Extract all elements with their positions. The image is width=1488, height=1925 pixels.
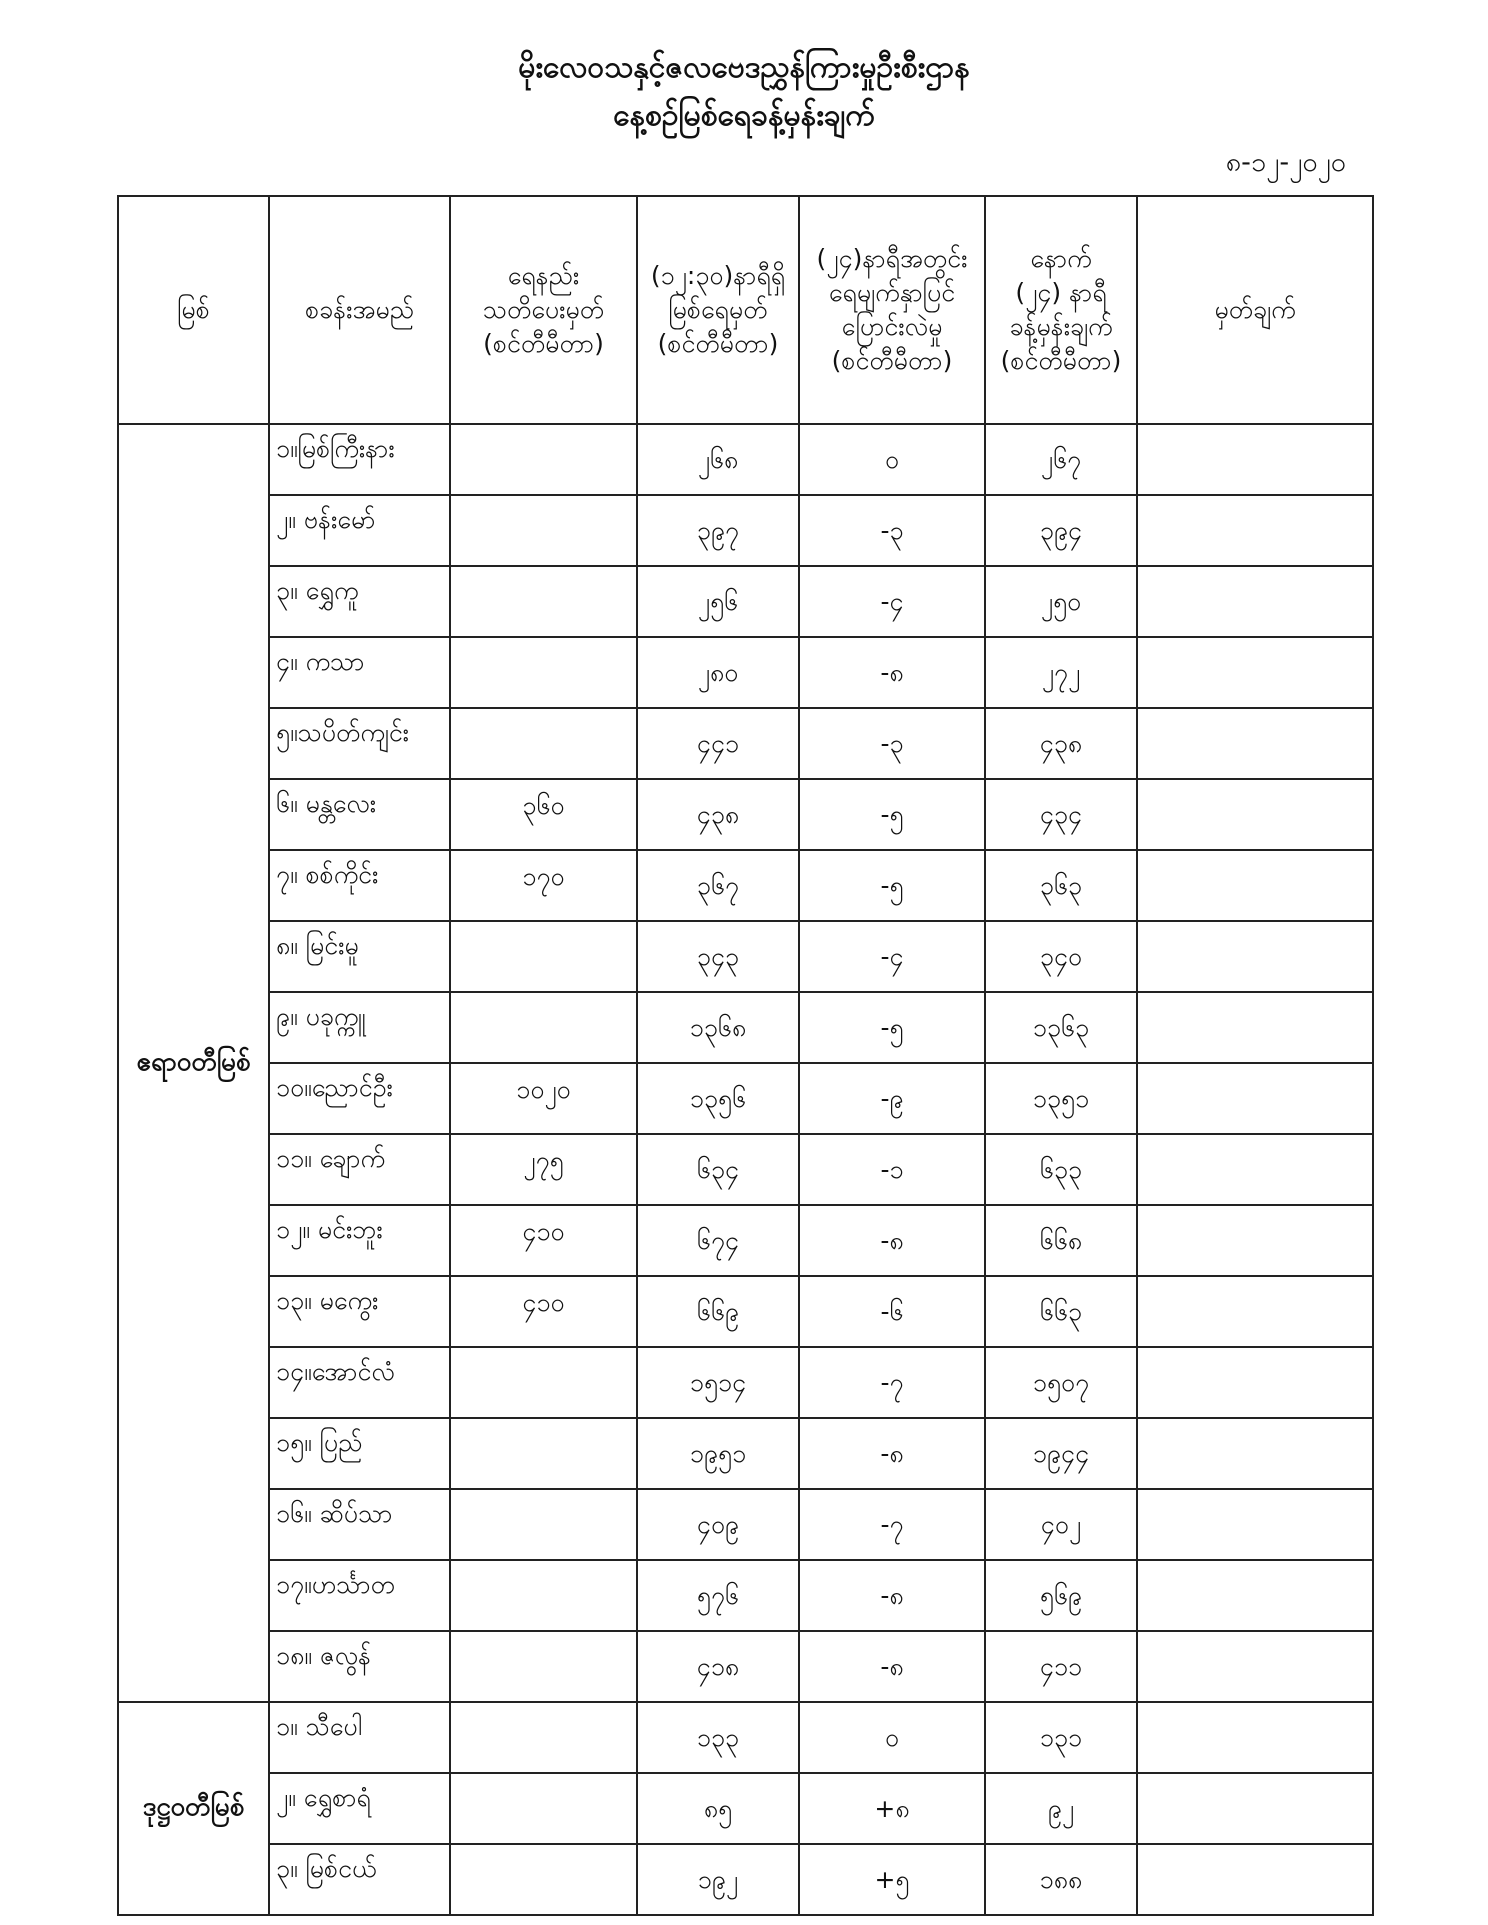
danger-level-cell — [450, 1560, 637, 1631]
column-header-line: (၁၂:၃၀)နာရီရှိ — [650, 261, 786, 290]
table-row — [118, 1276, 1373, 1347]
change-cell: -၁ — [799, 1134, 985, 1205]
column-header-change — [799, 196, 985, 424]
station-name: ၃။ ရွှေကူ — [269, 566, 450, 637]
column-header-line: သတိပေးမှတ် — [482, 295, 605, 324]
station-name: ၉။ ပခုက္ကူ — [269, 992, 450, 1063]
table-body — [118, 424, 1373, 1915]
forecast-cell: ၃၉၄ — [985, 495, 1137, 566]
table-row — [118, 566, 1373, 637]
forecast-cell: ၄၃၄ — [985, 779, 1137, 850]
change-cell: +၅ — [799, 1844, 985, 1915]
column-header-line: (စင်တီမီတာ) — [657, 329, 779, 358]
forecast-cell: ၆၆၃ — [985, 1276, 1137, 1347]
danger-level-cell: ၁၀၂၀ — [450, 1063, 637, 1134]
danger-level-cell — [450, 921, 637, 992]
change-cell: ၀ — [799, 424, 985, 495]
danger-level-cell: ၂၇၅ — [450, 1134, 637, 1205]
column-header-station — [269, 196, 450, 424]
danger-level-cell: ၄၁၀ — [450, 1276, 637, 1347]
danger-level-cell: ၃၆၀ — [450, 779, 637, 850]
page-title: မိုးလေဝသနှင့်ဇလဗေဒညွှန်ကြားမှုဦးစီးဌာန — [518, 50, 970, 85]
forecast-cell: ၅၆၉ — [985, 1560, 1137, 1631]
table-row — [118, 1773, 1373, 1844]
change-cell: -၈ — [799, 637, 985, 708]
table-row — [118, 1347, 1373, 1418]
remark-cell — [1137, 1134, 1373, 1205]
table-row — [118, 1063, 1373, 1134]
station-name: ၁။ သီပေါ — [269, 1702, 450, 1773]
forecast-cell: ၆၆၈ — [985, 1205, 1137, 1276]
station-name: ၈။ မြင်းမူ — [269, 921, 450, 992]
column-header-line: (စင်တီမီတာ) — [831, 346, 953, 375]
remark-cell — [1137, 1631, 1373, 1702]
change-cell: -၇ — [799, 1347, 985, 1418]
column-header-line: (စင်တီမီတာ) — [483, 329, 604, 358]
table-row — [118, 1631, 1373, 1702]
danger-level-cell: ၄၁၀ — [450, 1205, 637, 1276]
station-name: ၁၆။ ဆိပ်သာ — [269, 1489, 450, 1560]
danger-level-cell — [450, 1844, 637, 1915]
water-level-cell: ၁၉၂ — [637, 1844, 799, 1915]
change-cell: -၅ — [799, 992, 985, 1063]
change-cell: +၈ — [799, 1773, 985, 1844]
station-name: ၁၂။ မင်းဘူး — [269, 1205, 450, 1276]
change-cell: -၅ — [799, 779, 985, 850]
change-cell: -၆ — [799, 1276, 985, 1347]
station-name: ၃။ မြစ်ငယ် — [269, 1844, 450, 1915]
water-level-cell: ၁၃၃ — [637, 1702, 799, 1773]
table-row — [118, 1134, 1373, 1205]
water-level-cell: ၆၇၄ — [637, 1205, 799, 1276]
forecast-cell: ၂၅၀ — [985, 566, 1137, 637]
column-header-line: ပြောင်းလဲမှု — [841, 312, 943, 341]
column-header-line: (၂၄)နာရီအတွင်း — [816, 244, 968, 273]
change-cell: -၇ — [799, 1489, 985, 1560]
column-header-remark — [1137, 196, 1373, 424]
water-level-cell: ၄၁၈ — [637, 1631, 799, 1702]
column-header-line: (စင်တီမီတာ) — [1000, 346, 1122, 375]
remark-cell — [1137, 1276, 1373, 1347]
danger-level-cell: ၁၇၀ — [450, 850, 637, 921]
remark-cell — [1137, 1844, 1373, 1915]
table-row — [118, 708, 1373, 779]
page-subtitle: နေ့စဉ်မြစ်ရေခန့်မှန်းချက် — [613, 98, 875, 133]
remark-cell — [1137, 708, 1373, 779]
remark-cell — [1137, 1489, 1373, 1560]
column-header-line: နောက် — [1030, 244, 1092, 273]
column-header-forecast — [985, 196, 1137, 424]
table-row — [118, 637, 1373, 708]
remark-cell — [1137, 424, 1373, 495]
remark-cell — [1137, 1773, 1373, 1844]
forecast-cell: ၄၀၂ — [985, 1489, 1137, 1560]
station-name: ၅။သပိတ်ကျင်း — [269, 708, 450, 779]
water-level-cell: ၂၆၈ — [637, 424, 799, 495]
water-level-cell: ၃၉၇ — [637, 495, 799, 566]
station-name: ၂။ ရွှေစာရံ — [269, 1773, 450, 1844]
river-level-table — [117, 195, 1374, 1916]
station-name: ၂။ ဗန်းမော် — [269, 495, 450, 566]
danger-level-cell — [450, 1702, 637, 1773]
station-name: ၁၃။ မကွေး — [269, 1276, 450, 1347]
station-name: ၇။ စစ်ကိုင်း — [269, 850, 450, 921]
water-level-cell: ၂၅၆ — [637, 566, 799, 637]
forecast-cell: ၉၂ — [985, 1773, 1137, 1844]
river-name: ဒုဋ္ဌဝတီမြစ် — [118, 1702, 269, 1915]
report-date: ၈-၁၂-၂၀၂၀ — [1225, 147, 1346, 178]
station-name: ၁၁။ ချောက် — [269, 1134, 450, 1205]
remark-cell — [1137, 1205, 1373, 1276]
change-cell: -၄ — [799, 566, 985, 637]
forecast-cell: ၁၃၁ — [985, 1702, 1137, 1773]
danger-level-cell — [450, 1489, 637, 1560]
table-row — [118, 1418, 1373, 1489]
water-level-cell: ၄၃၈ — [637, 779, 799, 850]
forecast-cell: ၁၈၈ — [985, 1844, 1137, 1915]
water-level-cell: ၁၃၆၈ — [637, 992, 799, 1063]
forecast-cell: ၃၆၃ — [985, 850, 1137, 921]
table-row — [118, 921, 1373, 992]
table-header — [118, 196, 1373, 424]
danger-level-cell — [450, 566, 637, 637]
column-header-river — [118, 196, 269, 424]
water-level-cell: ၃၄၃ — [637, 921, 799, 992]
column-header-level — [637, 196, 799, 424]
remark-cell — [1137, 1347, 1373, 1418]
station-name: ၆။ မန္တလေး — [269, 779, 450, 850]
remark-cell — [1137, 992, 1373, 1063]
danger-level-cell — [450, 637, 637, 708]
table-row — [118, 1205, 1373, 1276]
water-level-cell: ၃၆၇ — [637, 850, 799, 921]
danger-level-cell — [450, 708, 637, 779]
danger-level-cell — [450, 992, 637, 1063]
change-cell: -၄ — [799, 921, 985, 992]
remark-cell — [1137, 1702, 1373, 1773]
water-level-cell: ၄၄၁ — [637, 708, 799, 779]
change-cell: -၃ — [799, 495, 985, 566]
station-name: ၁။မြစ်ကြီးနား — [269, 424, 450, 495]
forecast-cell: ၄၃၈ — [985, 708, 1137, 779]
water-level-cell: ၅၇၆ — [637, 1560, 799, 1631]
water-level-cell: ၆၆၉ — [637, 1276, 799, 1347]
danger-level-cell — [450, 1773, 637, 1844]
table-row — [118, 1844, 1373, 1915]
column-header-danger — [450, 196, 637, 424]
remark-cell — [1137, 779, 1373, 850]
change-cell: -၅ — [799, 850, 985, 921]
danger-level-cell — [450, 424, 637, 495]
forecast-cell: ၁၃၆၃ — [985, 992, 1137, 1063]
column-header-line: ရေနည်း — [507, 261, 580, 290]
table-row — [118, 1702, 1373, 1773]
forecast-cell: ၄၁၁ — [985, 1631, 1137, 1702]
station-name: ၁၅။ ပြည် — [269, 1418, 450, 1489]
station-name: ၁၄။အောင်လံ — [269, 1347, 450, 1418]
water-level-cell: ၁၅၁၄ — [637, 1347, 799, 1418]
water-level-cell: ၆၃၄ — [637, 1134, 799, 1205]
remark-cell — [1137, 1063, 1373, 1134]
change-cell: -၃ — [799, 708, 985, 779]
table-row — [118, 1489, 1373, 1560]
water-level-cell: ၄၀၉ — [637, 1489, 799, 1560]
column-header-line: (၂၄) နာရီ — [1015, 278, 1107, 307]
remark-cell — [1137, 1560, 1373, 1631]
station-name: ၄။ ကသာ — [269, 637, 450, 708]
table-row — [118, 424, 1373, 495]
danger-level-cell — [450, 1418, 637, 1489]
water-level-cell: ၂၈၀ — [637, 637, 799, 708]
forecast-cell: ၁၃၅၁ — [985, 1063, 1137, 1134]
change-cell: -၉ — [799, 1063, 985, 1134]
forecast-cell: ၂၇၂ — [985, 637, 1137, 708]
column-header-line: ရေမျက်နှာပြင် — [828, 278, 956, 307]
remark-cell — [1137, 566, 1373, 637]
station-name: ၁၀။ညောင်ဦး — [269, 1063, 450, 1134]
river-name: ဧရာဝတီမြစ် — [118, 424, 269, 1702]
change-cell: -၈ — [799, 1205, 985, 1276]
table-row — [118, 992, 1373, 1063]
forecast-cell: ၆၃၃ — [985, 1134, 1137, 1205]
table-row — [118, 495, 1373, 566]
forecast-cell: ၃၄၀ — [985, 921, 1137, 992]
column-header-line: မှတ်ချက် — [1214, 295, 1296, 324]
column-header-line: စခန်းအမည် — [305, 295, 414, 324]
change-cell: ၀ — [799, 1702, 985, 1773]
column-header-line: မြစ် — [177, 295, 210, 324]
remark-cell — [1137, 495, 1373, 566]
forecast-cell: ၂၆၇ — [985, 424, 1137, 495]
water-level-cell: ၁၃၅၆ — [637, 1063, 799, 1134]
table-row — [118, 779, 1373, 850]
remark-cell — [1137, 1418, 1373, 1489]
change-cell: -၈ — [799, 1560, 985, 1631]
remark-cell — [1137, 921, 1373, 992]
water-level-cell: ၈၅ — [637, 1773, 799, 1844]
station-name: ၁၈။ ဇလွန် — [269, 1631, 450, 1702]
column-header-line: ခန့်မှန်းချက် — [1009, 312, 1113, 341]
change-cell: -၈ — [799, 1418, 985, 1489]
table-row — [118, 850, 1373, 921]
forecast-cell: ၁၅၀၇ — [985, 1347, 1137, 1418]
remark-cell — [1137, 637, 1373, 708]
danger-level-cell — [450, 1347, 637, 1418]
change-cell: -၈ — [799, 1631, 985, 1702]
station-name: ၁၇။ဟင်္သာတ — [269, 1560, 450, 1631]
danger-level-cell — [450, 1631, 637, 1702]
column-header-line: မြစ်ရေမှတ် — [668, 295, 768, 324]
danger-level-cell — [450, 495, 637, 566]
water-level-cell: ၁၉၅၁ — [637, 1418, 799, 1489]
remark-cell — [1137, 850, 1373, 921]
forecast-cell: ၁၉၄၄ — [985, 1418, 1137, 1489]
table-row — [118, 1560, 1373, 1631]
